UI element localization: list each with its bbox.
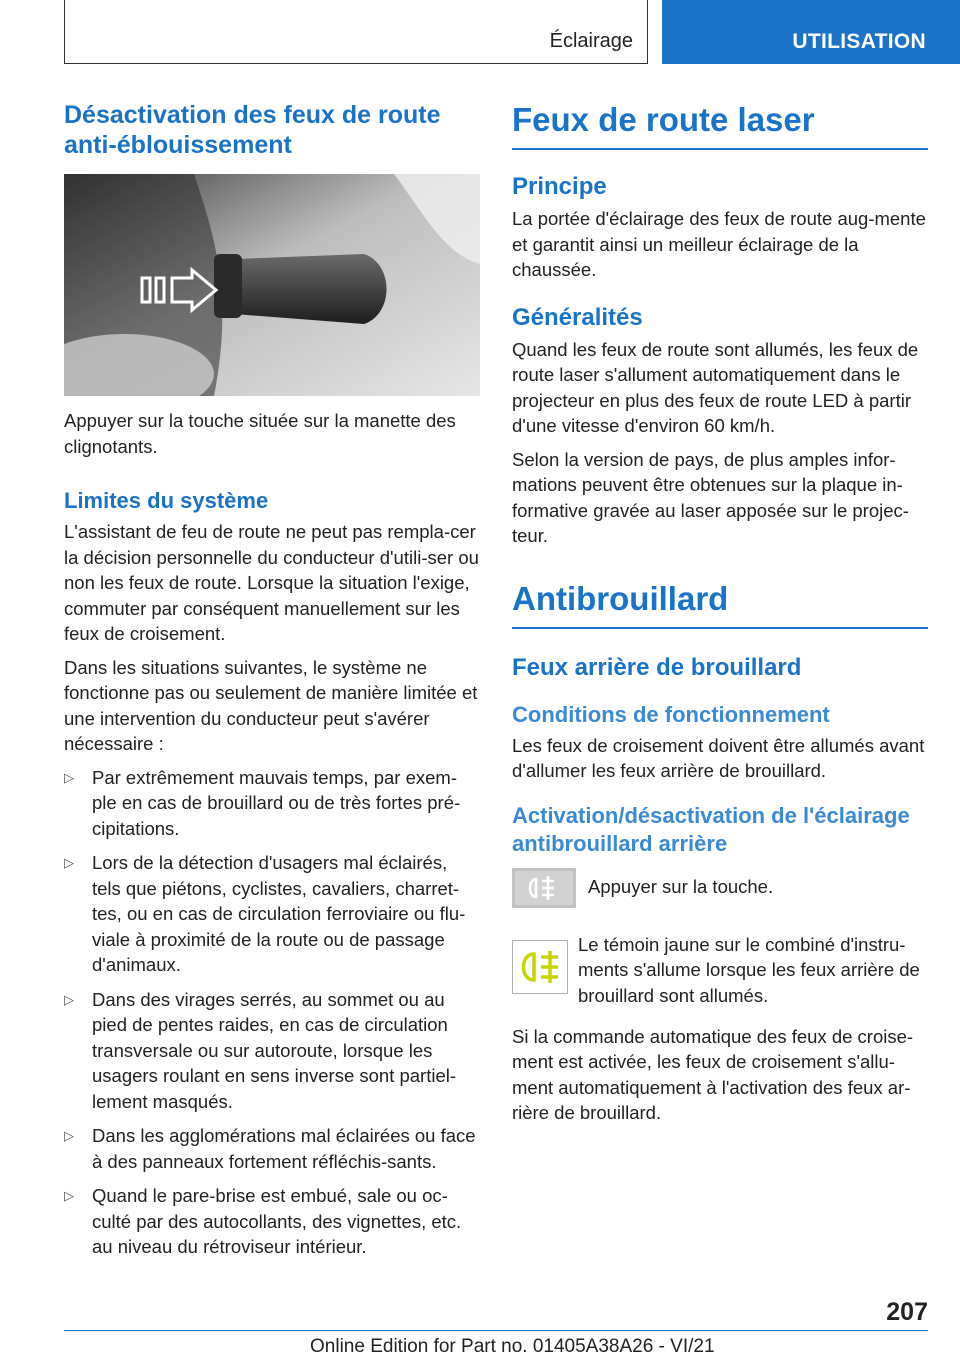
header-chapter-title: UTILISATION	[792, 30, 926, 53]
footer-divider	[64, 1330, 928, 1331]
bullet-marker-icon: ▷	[64, 1188, 74, 1203]
indicator-text: Le témoin jaune sur le combiné d'instru-ments s'allume lorsque les feux arrière de brouillard sont allumés.	[578, 933, 920, 1006]
press-button-row	[512, 868, 928, 918]
header-section-box	[64, 0, 648, 64]
limits-title: Limites du système	[64, 488, 269, 513]
rear-fog-title: Feux arrière de brouillard	[512, 653, 802, 681]
right-column	[512, 100, 928, 1134]
press-text: Appuyer sur la touche.	[588, 875, 774, 897]
activation-title: Activation/désactivation de l'éclairage antibrouillard arrière	[512, 802, 910, 856]
conditions-title: Conditions de fonctionnement	[512, 701, 830, 727]
left-column	[64, 100, 480, 1269]
list-item: ▷ Par extrêmement mauvais temps, par exem-ple en cas de brouillard ou de très fortes pré-cipitations.	[64, 766, 461, 839]
generalites-title: Généralités	[512, 303, 643, 331]
fog-button-icon	[512, 868, 576, 913]
limits-paragraph-1: L'assistant de feu de route ne peut pas rempla-cer la décision personnelle du conducteur d'utili-ser ou non les feux de route. Lorsque la situation l'exige, commuter par conséquent manuellement sur les feux de croisement.	[64, 521, 479, 644]
limits-paragraph-2: Dans les situations suivantes, le système ne fonctionne pas ou seulement de manière limitée et une intervention du conducteur peut s'avérer nécessaire :	[64, 656, 478, 754]
bullet-marker-icon: ▷	[64, 991, 74, 1007]
generalites-paragraph-1: Quand les feux de route sont allumés, les feux de route laser s'allument automatiquement dans le projecteur en plus des feux de route LED à partir d'une vitesse d'environ 60 km/h.	[512, 338, 919, 436]
generalites-paragraph-2: Selon la version de pays, de plus amples infor-mations peuvent être obtenues sur la plaque in-formative gravée au laser apposée sur le projec-teur.	[512, 448, 909, 546]
antibrouillard-title: Antibrouillard	[512, 579, 928, 629]
list-item: ▷ Dans les agglomérations mal éclairées ou face à des panneaux fortement réfléchis-sants.	[64, 1125, 476, 1172]
auto-text: Si la commande automatique des feux de croise-ment est activée, les feux de croisement s'allu-ment automatiquement à l'activation des feux ar-rière de brouillard.	[512, 1025, 914, 1123]
laser-title: Feux de route laser	[512, 100, 928, 150]
list-item: ▷ Lors de la détection d'usagers mal éclairés, tels que piétons, cyclistes, cavaliers, charret-tes, ou en cas de circulation ferroviaire ou flu-viale à proximité de la route ou de passage d'animaux.	[64, 852, 466, 975]
indicator-row	[512, 932, 928, 1010]
stalk-button-image	[64, 174, 480, 396]
footer-edition: Online Edition for Part no. 01405A38A26 - VI/21	[310, 1336, 715, 1357]
list-item: ▷ Quand le pare-brise est embué, sale ou oc-culté par des autocollants, des vignettes, etc. au niveau du rétroviseur intérieur.	[64, 1185, 462, 1257]
bullet-marker-icon: ▷	[64, 855, 74, 870]
antidazzle-title: Désactivation des feux de route anti-éblouissement	[64, 101, 441, 159]
fog-indicator-icon	[512, 940, 568, 999]
image-caption: Appuyer sur la touche située sur la manette des clignotants.	[64, 410, 456, 457]
stalk-illustration	[64, 174, 480, 396]
limits-list	[64, 765, 480, 1260]
principe-text: La portée d'éclairage des feux de route aug-mente et garantit ainsi un meilleur éclairage de la chaussée.	[512, 208, 926, 280]
conditions-text: Les feux de croisement doivent être allumés avant d'allumer les feux arrière de brouillard.	[512, 734, 925, 781]
list-item: ▷ Dans des virages serrés, au sommet ou au pied de pentes raides, en cas de circulation transversale ou sur autoroute, lorsque les usagers roulant en sens inverse sont partiel-lement masqués.	[64, 988, 457, 1112]
page-number: 207	[886, 1298, 928, 1326]
principe-title: Principe	[512, 173, 607, 200]
header-section-title: Éclairage	[549, 30, 633, 52]
bullet-marker-icon: ▷	[64, 1128, 74, 1143]
bullet-marker-icon: ▷	[64, 769, 74, 785]
header-chapter-box	[662, 0, 960, 64]
